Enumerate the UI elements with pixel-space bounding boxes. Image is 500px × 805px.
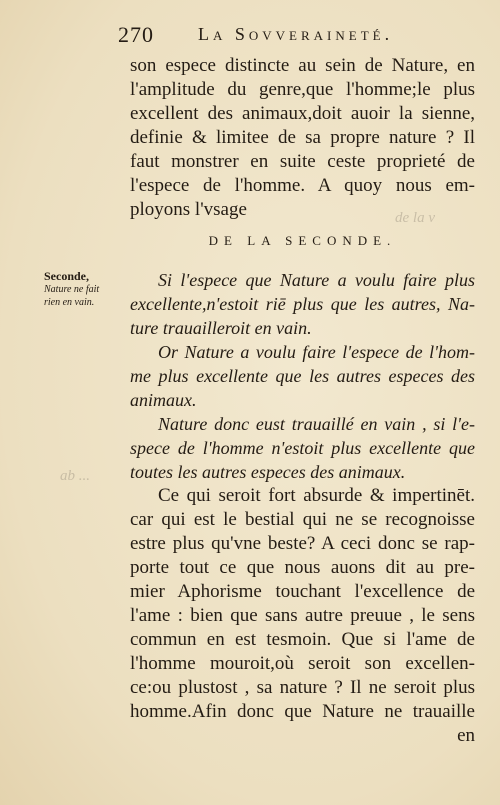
margin-note	[44, 270, 124, 309]
syllogism	[130, 268, 475, 484]
text-line: son espece distincte au sein de Nature, en	[130, 55, 475, 76]
show-through-mark: de la v	[395, 210, 435, 226]
text-line: Or Nature a voulu faire l'espece de l'hom-	[158, 342, 475, 362]
text-line: faut monstrer en suite ceste proprieté de	[130, 151, 475, 172]
text-line: excellente,n'estoit riē plus que les autres, Na-	[130, 294, 475, 314]
section-heading: DE LA SECONDE.	[208, 233, 397, 248]
margin-note-title: Seconde,	[44, 269, 89, 283]
text-line: me plus excellente que les autres especes des	[130, 366, 475, 386]
text-line: spece de l'homme n'estoit plus excellente que	[130, 438, 475, 458]
page-header	[118, 22, 463, 48]
text-line: porte tout ce que nous auons dit au pre-	[130, 557, 475, 578]
text-line: l'amplitude du genre,que l'homme;le plus	[130, 79, 475, 100]
text-line: toutes les autres especes des animaux.	[130, 462, 406, 482]
text-line: commun en est tesmoin. Que si l'ame de	[130, 629, 475, 650]
paragraph-top	[130, 54, 475, 222]
show-through-mark: ab ...	[60, 468, 90, 484]
catchword: en	[457, 725, 475, 746]
text-line: ployons l'vsage	[130, 199, 247, 220]
text-line: Si l'espece que Nature a voulu faire plus	[158, 270, 475, 290]
text-line: ture trauailleroit en vain.	[130, 318, 312, 338]
running-title: La Sovveraineté.	[198, 24, 394, 44]
text-line: excellent des animaux,doit auoir la sienne,	[130, 103, 475, 124]
text-line: Nature donc eust trauaillé en vain , si l'e-	[158, 414, 475, 434]
margin-note-line: rien en vain.	[44, 297, 95, 308]
margin-note-line: Nature ne fait	[44, 284, 100, 295]
text-line: homme.Afin donc que Nature ne trauaille	[130, 701, 475, 722]
text-line: definie & limitee de sa propre nature ? Il	[130, 127, 475, 148]
page-number: 270	[118, 22, 154, 47]
text-line: l'espece de l'homme. A quoy nous em-	[130, 175, 475, 196]
text-line: car qui est le bestial qui ne se recognoisse	[130, 509, 475, 530]
text-line: animaux.	[130, 390, 197, 410]
text-line: l'homme mouroit,où seroit son excellen-	[130, 653, 475, 674]
text-line: mier Aphorisme touchant l'excellence de	[130, 581, 475, 602]
text-line: ce:ou plustost , sa nature ? Il ne seroit plus	[130, 677, 475, 698]
text-line: l'ame : bien que sans autre preuue , le sens	[130, 605, 475, 626]
paragraph-bottom	[130, 484, 475, 748]
text-line: estre plus qu'vne beste? A ceci donc se rap-	[130, 533, 475, 554]
text-line: Ce qui seroit fort absurde & impertinēt.	[158, 485, 475, 506]
